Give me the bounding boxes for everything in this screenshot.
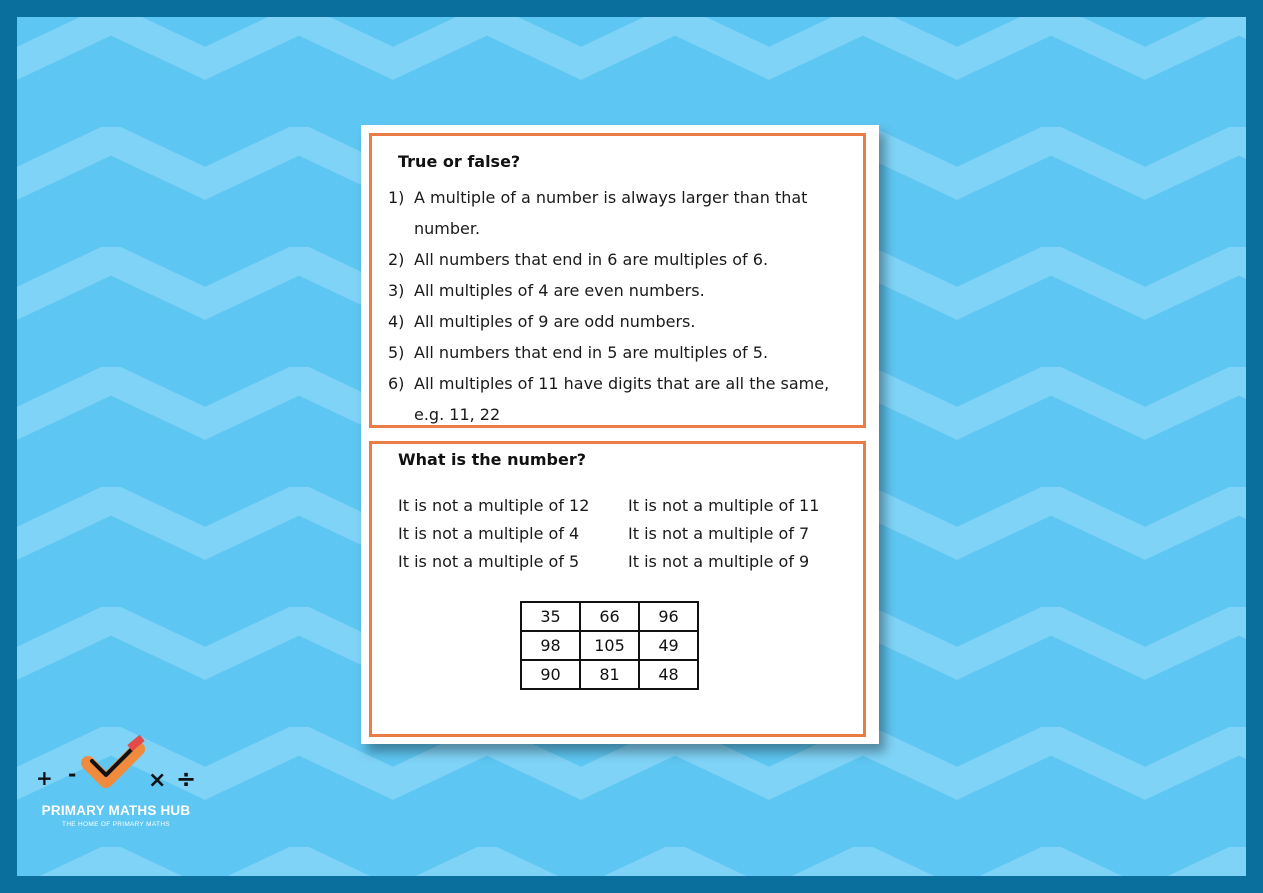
- minus-icon: -: [68, 762, 77, 786]
- number-puzzle-box: [369, 441, 866, 737]
- grid-cell: 66: [580, 602, 639, 631]
- section-heading: What is the number?: [398, 450, 587, 469]
- question-number: 4): [388, 312, 405, 331]
- question-text: All numbers that end in 6 are multiples of 6.: [414, 250, 769, 269]
- question-item: [388, 244, 858, 275]
- grid-cell: 105: [580, 631, 639, 660]
- clue-text: It is not a multiple of 12: [398, 496, 590, 515]
- grid-row: [521, 631, 698, 660]
- section-heading: True or false?: [398, 152, 521, 171]
- divide-icon: ÷: [176, 765, 197, 793]
- clue-text: It is not a multiple of 9: [628, 552, 810, 571]
- true-false-box: [369, 133, 866, 428]
- grid-row: [521, 660, 698, 689]
- clue-text: It is not a multiple of 11: [628, 496, 820, 515]
- question-number: 5): [388, 343, 405, 362]
- grid-cell: 49: [639, 631, 698, 660]
- clue-row: [398, 548, 858, 576]
- question-text: All numbers that end in 5 are multiples of 5.: [414, 343, 769, 362]
- grid-cell: 35: [521, 602, 580, 631]
- question-text: A multiple of a number is always larger than that number.: [414, 188, 808, 238]
- question-number: 6): [388, 374, 405, 393]
- clue-text: It is not a multiple of 7: [628, 524, 810, 543]
- logo: [30, 735, 210, 835]
- times-icon: ×: [148, 768, 167, 793]
- logo-subtitle: THE HOME OF PRIMARY MATHS: [62, 821, 170, 828]
- question-item: [388, 275, 858, 306]
- grid-cell: 90: [521, 660, 580, 689]
- number-grid: [520, 601, 699, 690]
- question-text: All multiples of 9 are odd numbers.: [414, 312, 696, 331]
- grid-cell: 96: [639, 602, 698, 631]
- clue-text: It is not a multiple of 4: [398, 524, 580, 543]
- question-number: 2): [388, 250, 405, 269]
- question-item: [388, 368, 858, 430]
- checkmark-icon: [30, 735, 210, 803]
- clue-row: [398, 520, 858, 548]
- grid-cell: 98: [521, 631, 580, 660]
- grid-cell: 48: [639, 660, 698, 689]
- question-item: [388, 337, 858, 368]
- question-item: [388, 306, 858, 337]
- clue-list: [398, 492, 858, 576]
- clue-text: It is not a multiple of 5: [398, 552, 580, 571]
- clue-row: [398, 492, 858, 520]
- question-text: All multiples of 4 are even numbers.: [414, 281, 705, 300]
- question-number: 3): [388, 281, 405, 300]
- question-text: All multiples of 11 have digits that are all the same, e.g. 11, 22: [414, 374, 830, 424]
- question-item: [388, 182, 858, 244]
- logo-title: PRIMARY MATHS HUB: [41, 803, 191, 818]
- plus-icon: +: [36, 766, 53, 790]
- worksheet: [361, 125, 879, 744]
- question-number: 1): [388, 188, 405, 207]
- grid-cell: 81: [580, 660, 639, 689]
- grid-row: [521, 602, 698, 631]
- background-panel: [17, 17, 1246, 876]
- question-list: [388, 182, 858, 430]
